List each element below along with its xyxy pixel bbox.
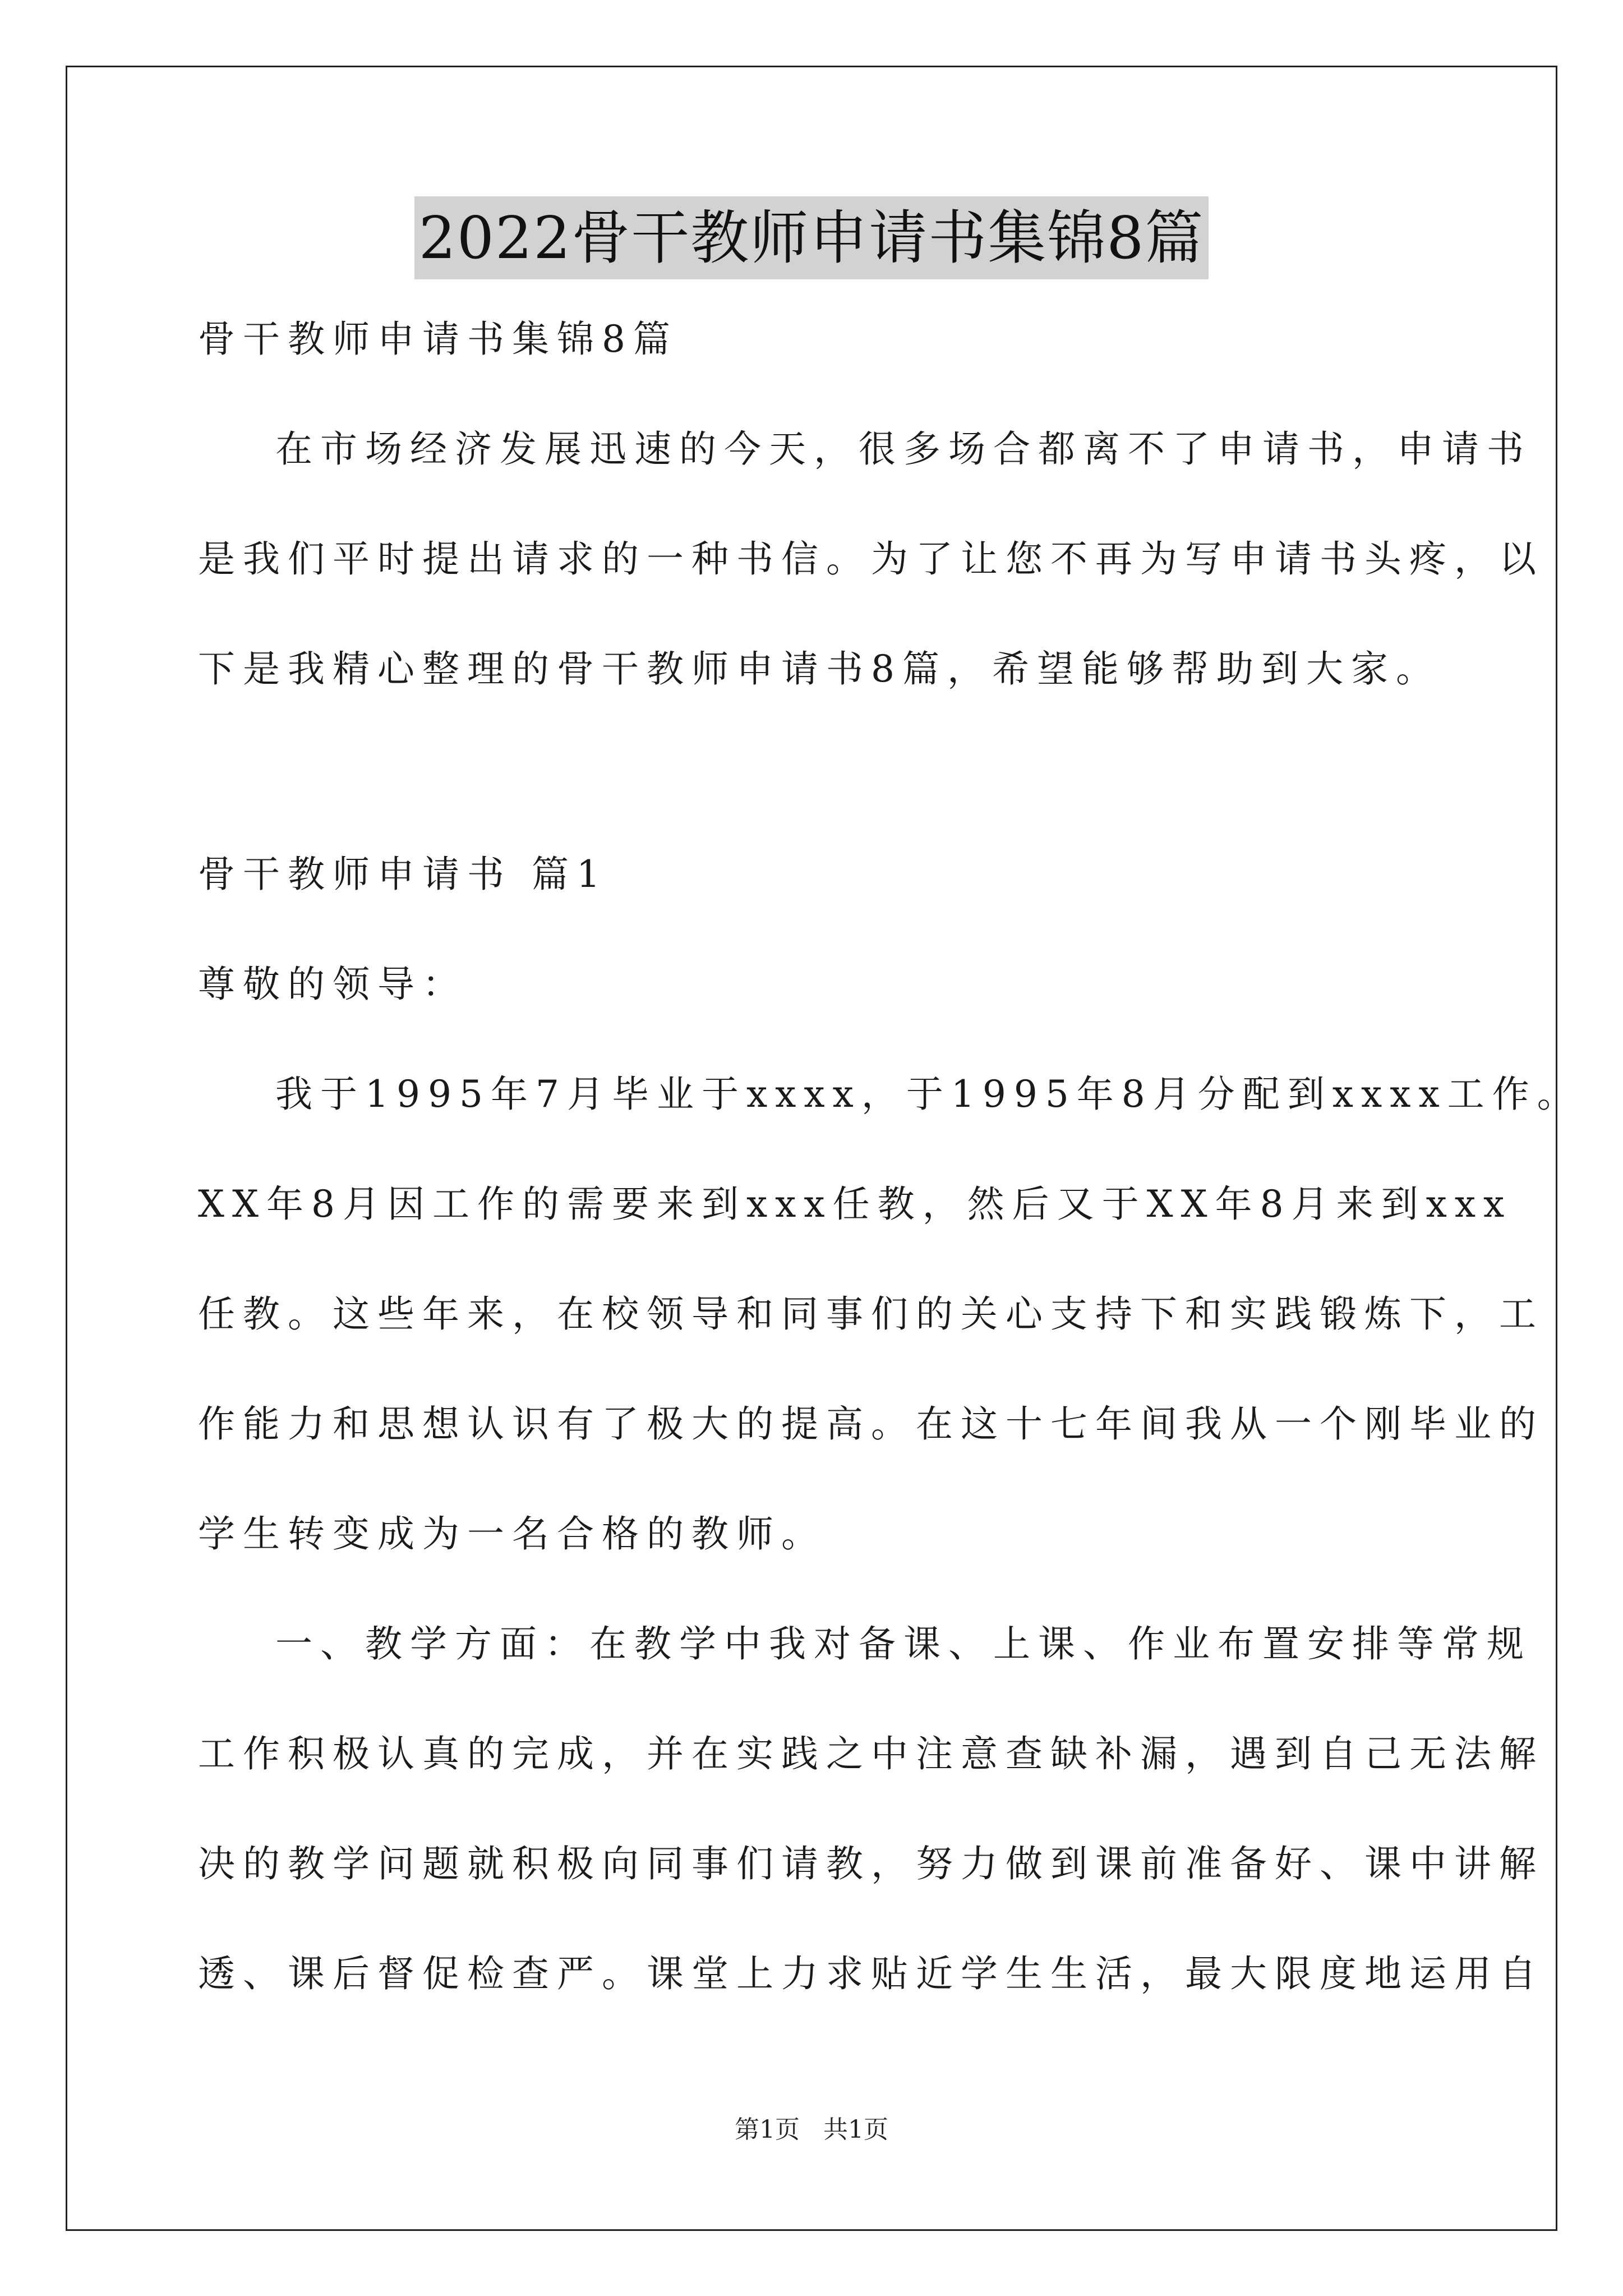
page-number: 第1页 bbox=[735, 2115, 800, 2144]
intro-paragraph-line: 是我们平时提出请求的一种书信。为了让您不再为写申请书头疼，以 bbox=[198, 537, 1544, 581]
body-paragraph-line: 作能力和思想认识有了极大的提高。在这十七年间我从一个刚毕业的 bbox=[198, 1402, 1544, 1446]
body-paragraph-line: 学生转变成为一名合格的教师。 bbox=[198, 1512, 826, 1556]
body-paragraph-line: 一、教学方面：在教学中我对备课、上课、作业布置安排等常规 bbox=[275, 1622, 1532, 1665]
page-footer bbox=[0, 2109, 1623, 2145]
body-paragraph-line: 透、课后督促检查严。课堂上力求贴近学生生活，最大限度地运用自 bbox=[198, 1952, 1544, 1995]
body-paragraph-line: 工作积极认真的完成，并在实践之中注意查缺补漏，遇到自己无法解 bbox=[198, 1732, 1544, 1775]
page-total: 共1页 bbox=[823, 2115, 888, 2144]
intro-paragraph-line: 下是我精心整理的骨干教师申请书8篇，希望能够帮助到大家。 bbox=[198, 647, 1441, 691]
section-heading: 骨干教师申请书 篇1 bbox=[198, 853, 608, 896]
title-container bbox=[0, 196, 1623, 279]
document-title: 2022骨干教师申请书集锦8篇 bbox=[414, 196, 1209, 279]
salutation: 尊敬的领导： bbox=[198, 963, 467, 1006]
body-paragraph-line: 决的教学问题就积极向同事们请教，努力做到课前准备好、课中讲解 bbox=[198, 1842, 1544, 1885]
body-paragraph-line: 我于1995年7月毕业于xxxx，于1995年8月分配到xxxx工作。 bbox=[275, 1073, 1582, 1116]
subtitle-line: 骨干教师申请书集锦8篇 bbox=[198, 318, 678, 361]
document-body bbox=[198, 303, 1582, 2047]
body-paragraph-line: XX年8月因工作的需要来到xxx任教，然后又于XX年8月来到xxx bbox=[198, 1182, 1513, 1226]
intro-paragraph-line: 在市场经济发展迅速的今天，很多场合都离不了申请书，申请书 bbox=[275, 427, 1532, 471]
body-paragraph-line: 任教。这些年来，在校领导和同事们的关心支持下和实践锻炼下，工 bbox=[198, 1292, 1544, 1336]
